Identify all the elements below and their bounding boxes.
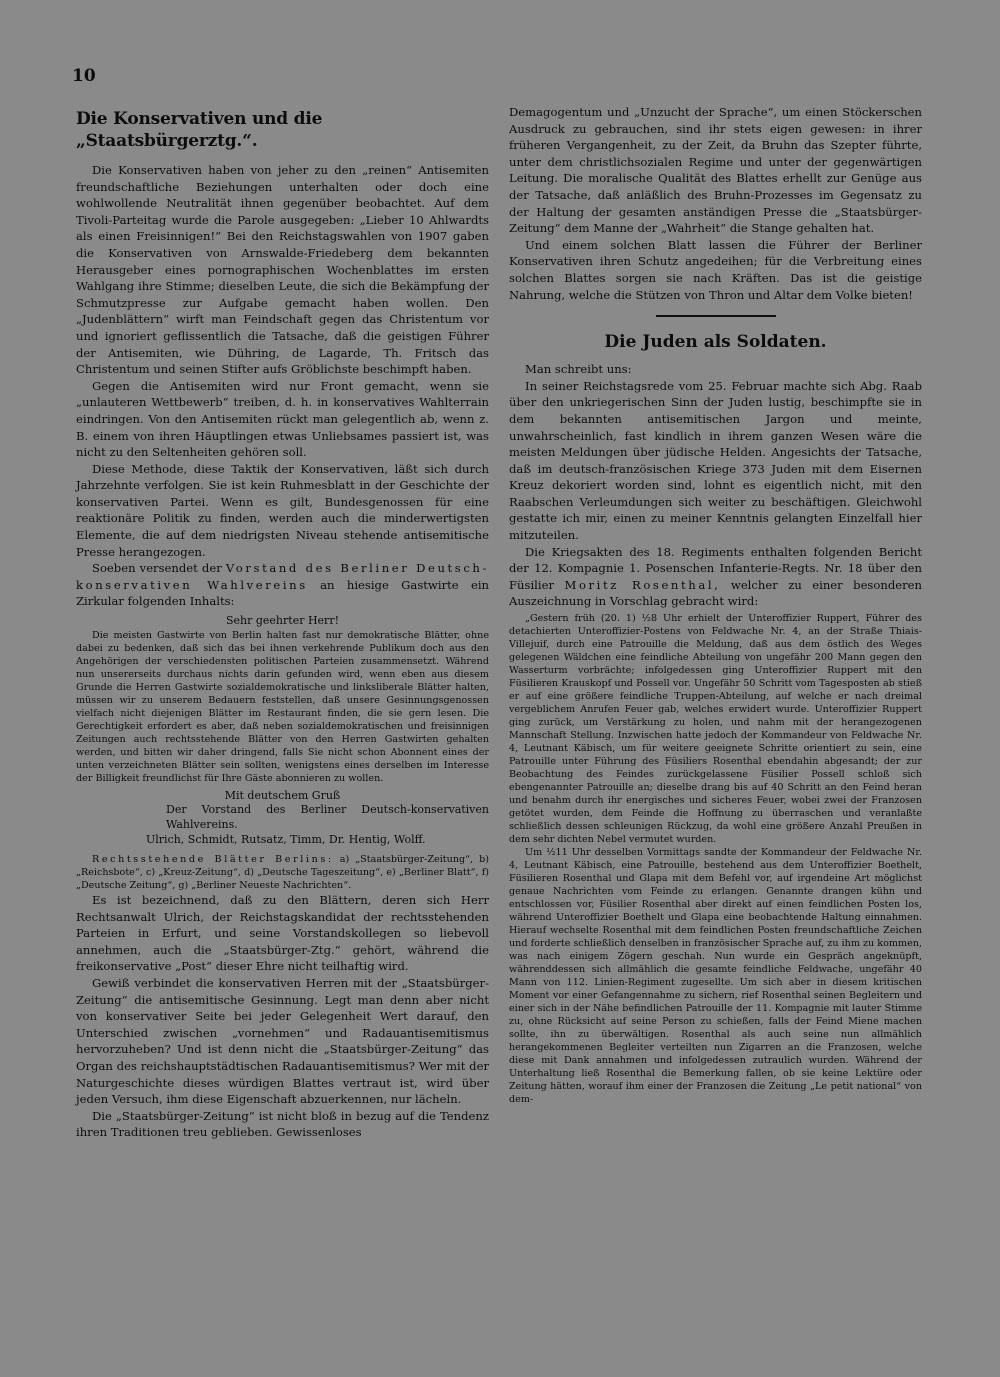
paragraph: Es ist bezeichnend, daß zu den Blättern, deren sich Herr Rechtsanwalt Ulrich, der Reichstagskandidat der rechtsstehenden Parteien in Erfurt, und seine Vorstandskollegen so liebevoll annehmen, auch die „Staatsbürger-Ztg.“ gehört, während die freikonservative „Post“ dieser Ehre nicht teilhaftig wird. (76, 893, 489, 974)
article-title-konservative: Die Konservativen und die „Staatsbürgerztg.“. (76, 109, 323, 151)
paragraph: Gewiß verbindet die konservativen Herren mit der „Staatsbürger-Zeitung“ die antisemitische Gesinnung. Legt man denn aber nicht von konservativer Seite bei jeder Gelegenheit Wert darauf, den Unterschied zwischen „vornehmen“ und Radauantisemitismus hervorzuheben? Und ist denn nicht die „Staatsbürger-Zeitung“ das Organ des reichshauptstädtischen Radauantisemitismus? Wer mit der Naturgeschichte dieses würdigen Blattes vertraut ist, wird über jeden Versuch, ihm diese Eigenschaft abzuerkennen, nur lächeln. (76, 976, 489, 1107)
text-fragment: a) „Staatsbürger-Zeitung“, b) „Reichsbote“, c) „Kreuz-Zeitung“, d) „Deutsche Tageszeitung“, e) „Berliner Blatt“, f) „Deutsche Zeitung“, g) „Berliner Neueste Nachrichten“. (76, 854, 489, 892)
paragraph: In seiner Reichstagsrede vom 25. Februar machte sich Abg. Raab über den unkriegerischen Sinn der Juden lustig, beschimpfte sie in dem bekannten antisemitischen Jargon und meinte, unwahrscheinlich, fast kindlich in ihrem ganzen Wesen wäre die meisten Meldungen über jüdische Helden. Angesichts der Tatsache, daß im deutsch-französischen Kriege 373 Juden mit dem Eisernen Kreuz dekoriert worden sind, lohnt es eigentlich nicht, mit den Raabschen Verleumdungen sich weiter zu beschäftigen. Gleichwohl gestatte ich mir, einen zu meiner Kenntnis gelangten Einzelfall hier mitzuteilen. (509, 378, 922, 543)
article-title-juden-soldaten: Die Juden als Soldaten. (604, 332, 827, 353)
war-report (509, 612, 922, 1106)
text-fragment: an hiesige Gastwirte ein Zirkular folgenden Inhalts: (76, 577, 489, 609)
newspaper-list (76, 853, 489, 892)
circular-letter (76, 614, 489, 847)
report-paragraph: Um ½11 Uhr desselben Vormittags sandte der Kommandeur der Feldwache Nr. 4, Leutnant Käbisch, eine Patrouille, bestehend aus dem Unteroffizier Boethelt, Füsilieren Rosenthal und Glapa mit dem Befehl vor, auf irgendeine Art möglichst genaue Nachrichten vom Feinde zu erlangen. Genannte drangen kühn und entschlossen vor, Füsilier Rosenthal aber direkt auf einen feindlichen Posten los, während Unteroffizier Boethelt und Glapa eine beobachtende Haltung einnahmen. Hierauf wechselte Rosenthal mit dem feindlichen Posten freundschaftliche Zeichen und forderte schließlich denselben in französischer Sprache auf, zu ihm zu kommen, was nach einigem Zögern geschah. Nun wurde ein Gespräch angeknüpft, währenddessen sich allmählich die gesamte feindliche Feldwache, ungefähr 40 Mann von 112. Linien-Regiment zugesellte. Um sich aber in diesem kritischen Moment vor einer Gefangennahme zu sichern, rief Rosenthal seinen Begleitern und einer sich in der Nähe befindlichen Patrouille der 11. Kompagnie mit lauter Stimme zu, ohne Rücksicht auf seine Person zu schießen, falls der Feind Miene machen sollte, ihn zu überwältigen. Rosenthal als auch seine nun allmählich herangekommenen Begleiter verteilten nun Zigarren an die Franzosen, welche diese mit Dank annahmen und infolgedessen zutraulich wurden. Während der Unterhaltung ließ Rosenthal die Bemerkung fallen, ob sie keine Lektüre oder Zeitung hätten, worauf ihm einer der Franzosen die Zeitung „Le petit national“ von dem- (509, 847, 922, 1106)
spaced-text: Rechtsstehende Blätter Berlins: (92, 854, 334, 866)
letter-salutation: Sehr geehrter Herr! (225, 614, 339, 628)
letter-signatories: Ulrich, Schmidt, Rutsatz, Timm, Dr. Hentig, Wolff. (146, 833, 426, 847)
paragraph: Demagogentum und „Unzucht der Sprache“, um einen Stöckerschen Ausdruck zu gebrauchen, sind ihr stets eigen gewesen: in ihrer früheren Vergangenheit, zu der Zeit, da Bruhn das Szepter führte, unter dem christlichsozialen Regime und unter der gegenwärtigen Leitung. Die moralische Qualität des Blattes erhellt zur Genüge aus der Tatsache, daß anläßlich des Bruhn-Prozesses im Gegensatz zu der Haltung der gesamten anständigen Presse die „Staatsbürger-Zeitung“ dem Manne der „Wahrheit“ die Stange gehalten hat. (509, 105, 922, 236)
letter-body: Die meisten Gastwirte von Berlin halten fast nur demokratische Blätter, ohne dabei zu bedenken, daß sich das bei ihnen verkehrende Publikum doch aus den Angehörigen der verschiedensten politischen Parteien zusammensetzt. Während nun unsererseits durchaus nichts darin gefunden wird, wenn eben aus diesem Grunde die Herren Gastwirte sozialdemokratische und linksliberale Blätter halten, müssen wir zu unserem Bedauern feststellen, daß unsere Gesinnungsgenossen vielfach nicht diejenigen Blätter im Restaurant finden, die sie gern lesen. Die Gerechtigkeit erfordert es aber, daß neben sozialdemokratischen und freisinnigen Zeitungen auch rechtsstehende Blätter von den Herren Gastwirten gehalten werden, und bitten wir daher dringend, falls Sie nicht schon Abonnent eines der unten verzeichneten Blätter sein sollten, wenigstens eines derselben im Interesse der Billigkeit freundlichst für Ihre Gäste abonnieren zu wollen. (76, 630, 489, 785)
paragraph (76, 560, 489, 610)
paragraph (509, 544, 922, 610)
report-paragraph: „Gestern früh (20. 1) ½8 Uhr erhielt der Unteroffizier Ruppert, Führer des detachierten Unteroffizier-Postens von Feldwache Nr. 4, an der Straße Thiais-Villejuif, durch eine Patrouille die Meldung, daß aus dem östlich des Weges gelegenen Wäldchen eine feindliche Abteilung von ungefähr 200 Mann gegen den Wasserturm vorbrächte; infolgedessen ging Unteroffizier Ruppert mit den Füsilieren Krauskopf und Possell vor. Ungefähr 50 Schritt vom Tagesposten ab stieß er auf eine größere feindliche Truppen-Abteilung, auf welche er nach dreimal vergeblichem Anrufen Feuer gab, welches erwidert wurde. Unteroffizier Ruppert ging zurück, um Verstärkung zu holen, und nahm mit der herangezogenen Mannschaft Stellung. Inzwischen hatte jedoch der Kommandeur von Feldwache Nr. 4, Leutnant Käbisch, um für weitere geeignete Schritte orientiert zu sein, eine Patrouille unter Führung des Füsiliers Rosenthal ebendahin abgesandt; der zur Beobachtung des Feindes zurückgelassene Füsilier Possell schloß sich ebengenannter Patrouille an; dieselbe drang bis auf 40 Schritt an den Feind heran und benahm durch ihr energisches und sicheres Feuer, wobei zwei der Franzosen getötet wurden, dem Feinde die Hoffnung zu überraschen und veranlaßte schließlich dessen schleunigen Rückzug, da wohl eine größere Anzahl Preußen in dem sehr dichten Nebel vermutet wurden. (509, 613, 922, 846)
text-fragment: welcher zu einer besonderen Auszeichnung in Vorschlag gebracht wird: (509, 577, 922, 609)
text-fragment: Soeben versendet der (92, 561, 222, 576)
section-divider (656, 315, 776, 317)
text-fragment: Die Kriegsakten des 18. Regiments enthalten folgenden Bericht der 12. Kompagnie 1. Posenschen Infanterie-Regts. Nr. 18 über den Füsilier (509, 544, 922, 592)
letter-closing: Mit deutschem Gruß (224, 789, 341, 803)
spaced-text: Vorstand des Berliner Deutsch-konservativen Wahlvereins (76, 561, 490, 592)
right-column (509, 104, 922, 1106)
paragraph: Gegen die Antisemiten wird nur Front gemacht, wenn sie „unlauteren Wettbewerb“ treiben, d. h. in konservatives Wahlterrain eindringen. Von den Antisemiten rückt man gelegentlich ab, wenn z. B. einem von ihren Häuptlingen etwas Unliebsames passiert ist, was nicht zu den Seltenheiten gehören soll. (76, 378, 489, 460)
letter-signature: Der Vorstand des Berliner Deutsch-konservativen Wahlvereins. (166, 803, 489, 832)
spaced-text: Moritz Rosenthal, (564, 577, 721, 592)
paragraph: Und einem solchen Blatt lassen die Führer der Berliner Konservativen ihren Schutz angedeihen; für die Verbreitung eines solchen Blattes sorgen sie nach Kräften. Das ist die geistige Nahrung, welche die Stützen von Thron und Altar dem Volke bieten! (509, 237, 922, 302)
paragraph: Die „Staatsbürger-Zeitung“ ist nicht bloß in bezug auf die Tendenz ihren Traditionen treu geblieben. Gewissenloses (76, 1108, 489, 1140)
paragraph: Diese Methode, diese Taktik der Konservativen, läßt sich durch Jahrzehnte verfolgen. Sie ist kein Ruhmesblatt in der Geschichte der konservativen Partei. Wenn es gilt, Bundesgenossen für eine reaktionäre Politik zu finden, werden auch die minderwertigsten Elemente, die auf dem niedrigsten Niveau stehende antisemitische Presse herangezogen. (76, 461, 489, 559)
paragraph: Die Konservativen haben von jeher zu den „reinen“ Antisemiten freundschaftliche Beziehungen unterhalten oder doch eine wohlwollende Neutralität ihnen gegenüber beobachtet. Auf dem Tivoli-Parteitag wurde die Parole ausgegeben: „Lieber 10 Ahlwardts als einen Freisinnigen!“ Bei den Reichstagswahlen von 1907 gaben die Konservativen von Arnswalde-Friedeberg dem bekannten Herausgeber eines pornographischen Wochenblattes im ersten Wahlgang ihre Stimme; dieselben Leute, die sich die Bekämpfung der Schmutzpresse zur Aufgabe gemacht haben wollen. Den „Judenblättern“ wirft man Feindschaft gegen das Christentum vor und ignoriert geflissentlich die Tatsache, daß die geistigen Führer der Antisemiten, wie Dühring, de Lagarde, Th. Fritsch das Christentum und seinen Stifter aufs Gröblichste beschimpft haben. (76, 163, 489, 377)
page-number: 10 (72, 66, 96, 86)
paragraph: Man schreibt uns: (525, 362, 632, 377)
left-column (76, 108, 489, 1141)
